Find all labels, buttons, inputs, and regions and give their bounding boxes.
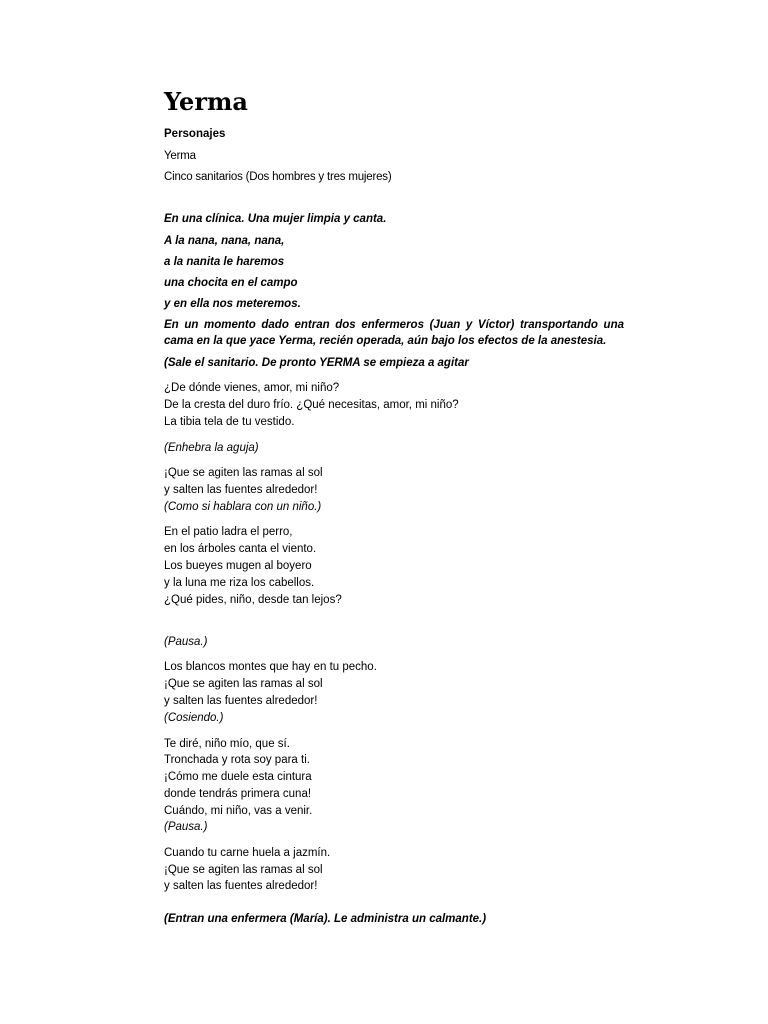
verse-line: La tibia tela de tu vestido. (164, 416, 295, 428)
verse-line: En el patio ladra el perro, (164, 526, 293, 538)
character-line: Yerma (164, 150, 196, 162)
verse-line: ¡Que se agiten las ramas al sol (164, 864, 323, 876)
stage-direction-agitation: (Sale el sanitario. De pronto YERMA se empieza a agitar (164, 357, 469, 369)
verse-line: ¡Cómo me duele esta cintura (164, 771, 312, 783)
verse-line: en los árboles canta el viento. (164, 543, 317, 555)
verse-line: y salten las fuentes alrededor! (164, 880, 318, 892)
verse-line: ¿Qué pides, niño, desde tan lejos? (164, 594, 342, 606)
character-line: Cinco sanitarios (Dos hombres y tres mujeres) (164, 171, 392, 183)
verse-line: y salten las fuentes alrededor! (164, 484, 318, 496)
verse-line: ¡Que se agiten las ramas al sol (164, 467, 323, 479)
closing-stage-direction: (Entran una enfermera (María). Le administra un calmante.) (164, 913, 487, 925)
verse-line: Los bueyes mugen al boyero (164, 560, 312, 572)
song-line: A la nana, nana, nana, (164, 235, 285, 247)
song-line: a la nanita le haremos (164, 256, 285, 268)
verse-line: De la cresta del duro frío. ¿Qué necesitas, amor, mi niño? (164, 399, 459, 411)
verse-line: Cuándo, mi niño, vas a venir. (164, 805, 313, 817)
verse-line: Cuando tu carne huela a jazmín. (164, 847, 331, 859)
verse-line: y salten las fuentes alrededor! (164, 695, 318, 707)
characters-heading: Personajes (164, 128, 226, 140)
song-line: y en ella nos meteremos. (164, 298, 301, 310)
stage-direction-pause: (Pausa.) (164, 821, 208, 833)
verse-line: Los blancos montes que hay en tu pecho. (164, 661, 377, 673)
verse-line: donde tendrás primera cuna! (164, 788, 312, 800)
stage-direction-child: (Como si hablara con un niño.) (164, 501, 322, 513)
verse-line: Te diré, niño mío, que sí. (164, 738, 290, 750)
stage-direction-needle: (Enhebra la aguja) (164, 442, 259, 454)
verse-line: ¿De dónde vienes, amor, mi niño? (164, 382, 340, 394)
verse-line: ¡Que se agiten las ramas al sol (164, 678, 323, 690)
verse-line: y la luna me riza los cabellos. (164, 577, 315, 589)
stage-direction-pause: (Pausa.) (164, 636, 208, 648)
stage-direction-sewing: (Cosiendo.) (164, 712, 224, 724)
document-title: Yerma (164, 87, 248, 116)
verse-line: Tronchada y rota soy para ti. (164, 754, 310, 766)
song-line: una chocita en el campo (164, 277, 298, 289)
opening-stage-direction: En una clínica. Una mujer limpia y canta. (164, 213, 387, 225)
stage-direction-entrance: En un momento dado entran dos enfermeros (Juan y Víctor) transportando una cama en la que yace Yerma, recién operada, aún bajo los efectos de la anestesia. (164, 319, 624, 347)
